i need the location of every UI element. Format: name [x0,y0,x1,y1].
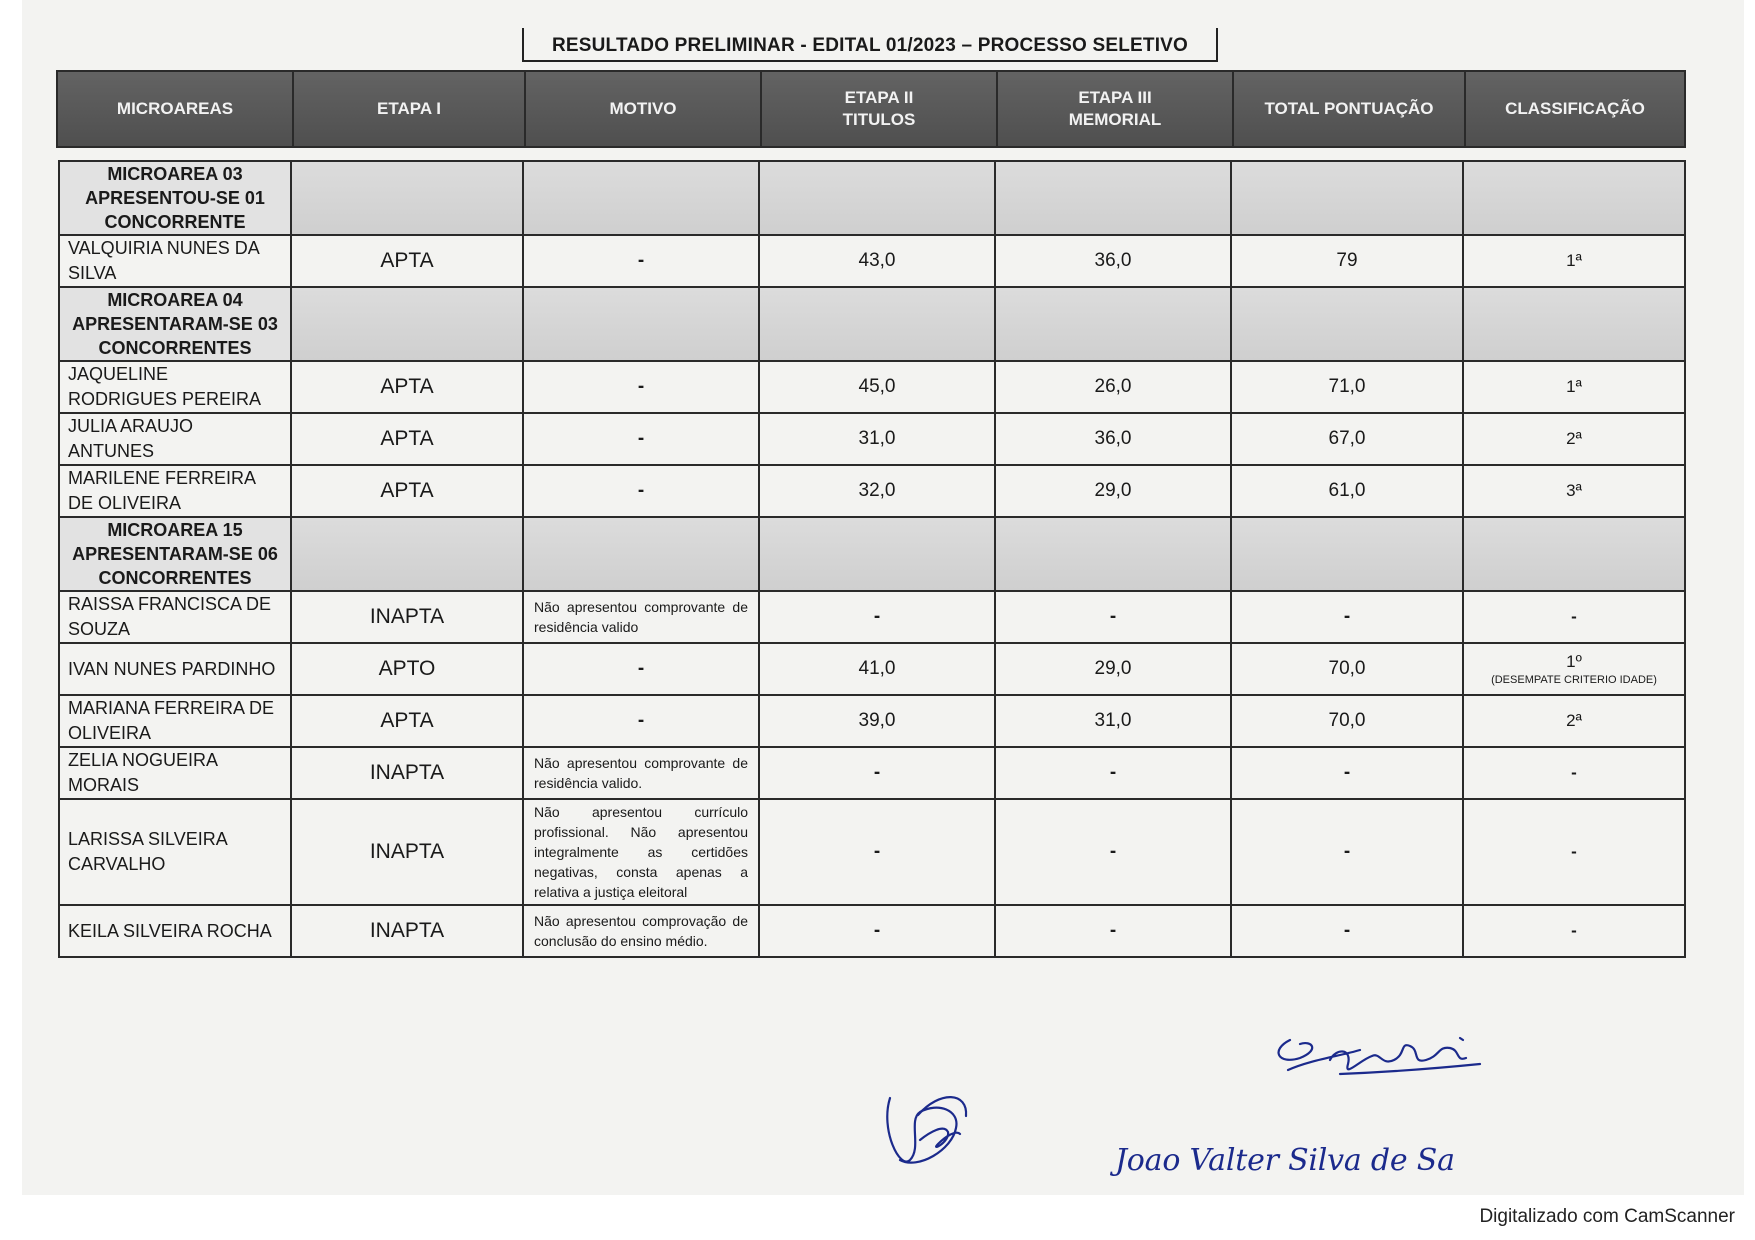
section-filler-cell [759,287,995,361]
candidate-name: ZELIA NOGUEIRA MORAIS [59,747,291,799]
etapa-1-status: INAPTA [291,591,523,643]
candidate-name: RAISSA FRANCISCA DE SOUZA [59,591,291,643]
table-row [59,643,1685,695]
etapa-3-score: - [995,799,1231,905]
etapa-2-score: 41,0 [759,643,995,695]
footer-watermark: Digitalizado com CamScanner [1479,1206,1735,1227]
section-header-row [59,517,1685,591]
etapa-2-score: 39,0 [759,695,995,747]
header-total: TOTAL PONTUAÇÃO [1233,71,1465,147]
section-filler-cell [1463,517,1685,591]
etapa-3-score: - [995,591,1231,643]
classification-value: 2ª [1566,429,1582,448]
etapa-3-score: 31,0 [995,695,1231,747]
table-row [59,361,1685,413]
candidate-name: MARILENE FERREIRA DE OLIVEIRA [59,465,291,517]
section-filler-cell [291,161,523,235]
section-filler-cell [523,517,759,591]
section-filler-cell [1463,287,1685,361]
header-etapa-3 [997,71,1233,147]
signatures [860,1020,1560,1200]
classification-value: - [1571,607,1577,626]
classification-cell [1463,799,1685,905]
classification-cell [1463,591,1685,643]
motivo-cell: - [523,235,759,287]
classification-value: - [1571,763,1577,782]
section-filler-cell [759,161,995,235]
etapa-2-score: 45,0 [759,361,995,413]
section-filler-cell [1231,287,1463,361]
section-label-line: APRESENTARAM-SE 06 [72,544,278,564]
section-filler-cell [523,287,759,361]
etapa-1-status: APTO [291,643,523,695]
etapa-3-score: - [995,747,1231,799]
section-filler-cell [291,287,523,361]
etapa-2-score: 43,0 [759,235,995,287]
section-label-line: MICROAREA 15 [107,520,243,540]
etapa-2-score: 31,0 [759,413,995,465]
section-label-line: APRESENTARAM-SE 03 [72,314,278,334]
etapa-3-score: 29,0 [995,465,1231,517]
table-row [59,747,1685,799]
section-filler-cell [995,517,1231,591]
classification-value: 1ª [1566,377,1582,396]
motivo-cell: Não apresentou comprovação de conclusão do ensino médio. [523,905,759,957]
section-filler-cell [1463,161,1685,235]
candidate-name: KEILA SILVEIRA ROCHA [59,905,291,957]
etapa-1-status: APTA [291,413,523,465]
etapa-1-status: INAPTA [291,747,523,799]
table-row [59,695,1685,747]
motivo-cell: - [523,413,759,465]
section-label-line: CONCORRENTES [98,568,252,588]
candidate-name: VALQUIRIA NUNES DA SILVA [59,235,291,287]
etapa-2-score: - [759,905,995,957]
total-score: 71,0 [1231,361,1463,413]
etapa-1-status: APTA [291,235,523,287]
section-label [59,287,291,361]
classification-value: 3ª [1566,481,1582,500]
motivo-cell: - [523,361,759,413]
table-row [59,591,1685,643]
etapa-2-score: - [759,747,995,799]
section-filler-cell [995,161,1231,235]
classification-cell [1463,695,1685,747]
etapa-3-score: 36,0 [995,413,1231,465]
etapa-1-status: INAPTA [291,905,523,957]
header-etapa-2-line2: TITULOS [842,110,916,129]
table-row [59,413,1685,465]
motivo-cell: - [523,643,759,695]
section-filler-cell [759,517,995,591]
column-header-row [56,70,1686,148]
etapa-1-status: APTA [291,465,523,517]
header-motivo: MOTIVO [525,71,761,147]
classification-cell [1463,643,1685,695]
motivo-cell: Não apresentou comprovante de residência valido [523,591,759,643]
candidate-name: LARISSA SILVEIRA CARVALHO [59,799,291,905]
etapa-1-status: APTA [291,695,523,747]
candidate-name: IVAN NUNES PARDINHO [59,643,291,695]
total-score: 70,0 [1231,695,1463,747]
total-score: 67,0 [1231,413,1463,465]
motivo-cell: - [523,695,759,747]
classification-note: (DESEMPATE CRITERIO IDADE) [1491,674,1657,686]
total-score: 79 [1231,235,1463,287]
etapa-2-score: 32,0 [759,465,995,517]
section-filler-cell [1231,161,1463,235]
header-classificacao: CLASSIFICAÇÃO [1465,71,1685,147]
section-header-row [59,287,1685,361]
section-header-row [59,161,1685,235]
classification-value: - [1571,921,1577,940]
etapa-3-score: 26,0 [995,361,1231,413]
etapa-1-status: APTA [291,361,523,413]
header-etapa-3-line2: MEMORIAL [1068,110,1162,129]
table-row [59,235,1685,287]
table-row [59,799,1685,905]
section-label [59,161,291,235]
header-etapa-2-line1: ETAPA II [844,88,914,107]
classification-cell [1463,747,1685,799]
section-label [59,517,291,591]
total-score: - [1231,905,1463,957]
classification-cell [1463,905,1685,957]
motivo-cell: - [523,465,759,517]
section-filler-cell [291,517,523,591]
header-etapa-3-line1: ETAPA III [1078,88,1152,107]
candidate-name: MARIANA FERREIRA DE OLIVEIRA [59,695,291,747]
classification-value: - [1571,842,1577,861]
etapa-2-score: - [759,591,995,643]
signature-left [887,1097,966,1163]
classification-cell [1463,235,1685,287]
table-row [59,905,1685,957]
total-score: 61,0 [1231,465,1463,517]
etapa-3-score: 29,0 [995,643,1231,695]
candidate-name: JULIA ARAUJO ANTUNES [59,413,291,465]
signature-right-top [1279,1038,1480,1074]
classification-value: 2ª [1566,711,1582,730]
section-label-line: MICROAREA 04 [107,290,243,310]
header-microareas: MICROAREAS [57,71,293,147]
candidate-name: JAQUELINE RODRIGUES PEREIRA [59,361,291,413]
etapa-1-status: INAPTA [291,799,523,905]
motivo-cell: Não apresentou currículo profissional. Não apresentou integralmente as certidões negativas, consta apenas a relativa a justiça eleitoral [523,799,759,905]
classification-cell [1463,361,1685,413]
signature-handwritten-text: Joao Valter Silva de Sa [1115,1143,1455,1178]
etapa-3-score: - [995,905,1231,957]
motivo-cell: Não apresentou comprovante de residência valido. [523,747,759,799]
total-score: - [1231,799,1463,905]
section-label-line: CONCORRENTE [104,212,246,232]
section-label-line: APRESENTOU-SE 01 [85,188,265,208]
section-label-line: CONCORRENTES [98,338,252,358]
section-filler-cell [1231,517,1463,591]
header-etapa-2 [761,71,997,147]
classification-value: 1º [1566,652,1582,671]
classification-cell [1463,465,1685,517]
table-row [59,465,1685,517]
document-title: RESULTADO PRELIMINAR - EDITAL 01/2023 – PROCESSO SELETIVO [522,28,1218,62]
header-etapa-1: ETAPA I [293,71,525,147]
etapa-3-score: 36,0 [995,235,1231,287]
classification-cell [1463,413,1685,465]
total-score: 70,0 [1231,643,1463,695]
results-table [58,160,1686,958]
total-score: - [1231,591,1463,643]
classification-value: 1ª [1566,251,1582,270]
etapa-2-score: - [759,799,995,905]
section-filler-cell [995,287,1231,361]
section-label-line: MICROAREA 03 [107,164,243,184]
section-filler-cell [523,161,759,235]
total-score: - [1231,747,1463,799]
